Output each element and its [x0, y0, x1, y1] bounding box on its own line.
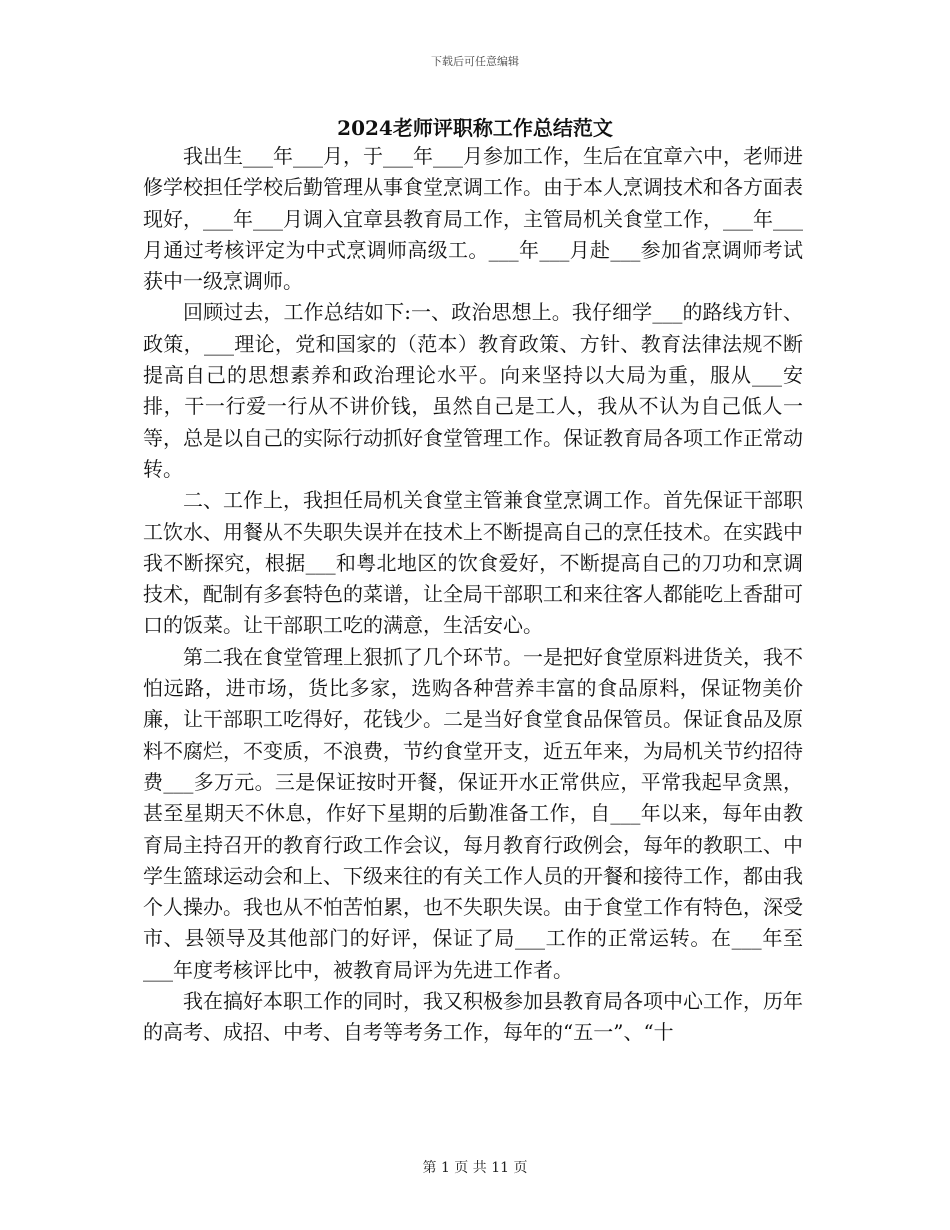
document-body: [143, 141, 803, 1049]
page-header-note: 下载后可任意编辑: [431, 55, 519, 68]
paragraph: 二、工作上，我担任局机关食堂主管兼食堂烹调工作。首先保证干部职工饮水、用餐从不失职失误并在技术上不断提高自己的烹任技术。在实践中我不断探究，根据___和粤北地区的饮食爱好，不断提高自己的刀功和烹调技术，配制有多套特色的菜谱，让全局干部职工和来往客人都能吃上香甜可口的饭菜。让干部职工吃的满意，生活安心。: [143, 488, 803, 638]
document-title: 2024老师评职称工作总结范文: [337, 116, 613, 140]
paragraph: 我在搞好本职工作的同时，我又积极参加县教育局各项中心工作，历年的高考、成招、中考、自考等考务工作，每年的“五一”、“十: [143, 989, 803, 1045]
paragraph: 第二我在食堂管理上狠抓了几个环节。一是把好食堂原料进货关，我不怕远路，进市场，货比多家，选购各种营养丰富的食品原料，保证物美价廉，让干部职工吃得好，花钱少。二是当好食堂食品保管员。保证食品及原料不腐烂，不变质，不浪费，节约食堂开支，近五年来，为局机关节约招待费___多万元。三是保证按时开餐，保证开水正常供应，平常我起早贪黑，甚至星期天不休息，作好下星期的后勤准备工作，自___年以来，每年由教育局主持召开的教育行政工作会议，每月教育行政例会，每年的教职工、中学生篮球运动会和上、下级来往的有关工作人员的开餐和接待工作，都由我个人操办。我也从不怕苦怕累，也不失职失误。由于食堂工作有特色，深受市、县领导及其他部门的好评，保证了局___工作的正常运转。在___年至___年度考核评比中，被教育局评为先进工作者。: [143, 644, 803, 982]
paragraph: 回顾过去，工作总结如下:一、政治思想上。我仔细学___的路线方针、政策，___理论，党和国家的（范本）教育政策、方针、教育法律法规不断提高自己的思想素养和政治理论水平。向来坚持以大局为重，服从___安排，干一行爱一行从不讲价钱，虽然自己是工人，我从不认为自己低人一等，总是以自己的实际行动抓好食堂管理工作。保证教育局各项工作正常动转。: [143, 300, 803, 481]
paragraph: 我出生___年___月，于___年___月参加工作，生后在宜章六中，老师进修学校担任学校后勤管理从事食堂烹调工作。由于本人烹调技术和各方面表现好，___年___月调入宜章县教育局工作，主管局机关食堂工作，___年___月通过考核评定为中式烹调师高级工。___年___月赴___参加省烹调师考试获中一级烹调师。: [143, 144, 803, 294]
page-number-footer: 第 1 页 共 11 页: [422, 1160, 528, 1176]
